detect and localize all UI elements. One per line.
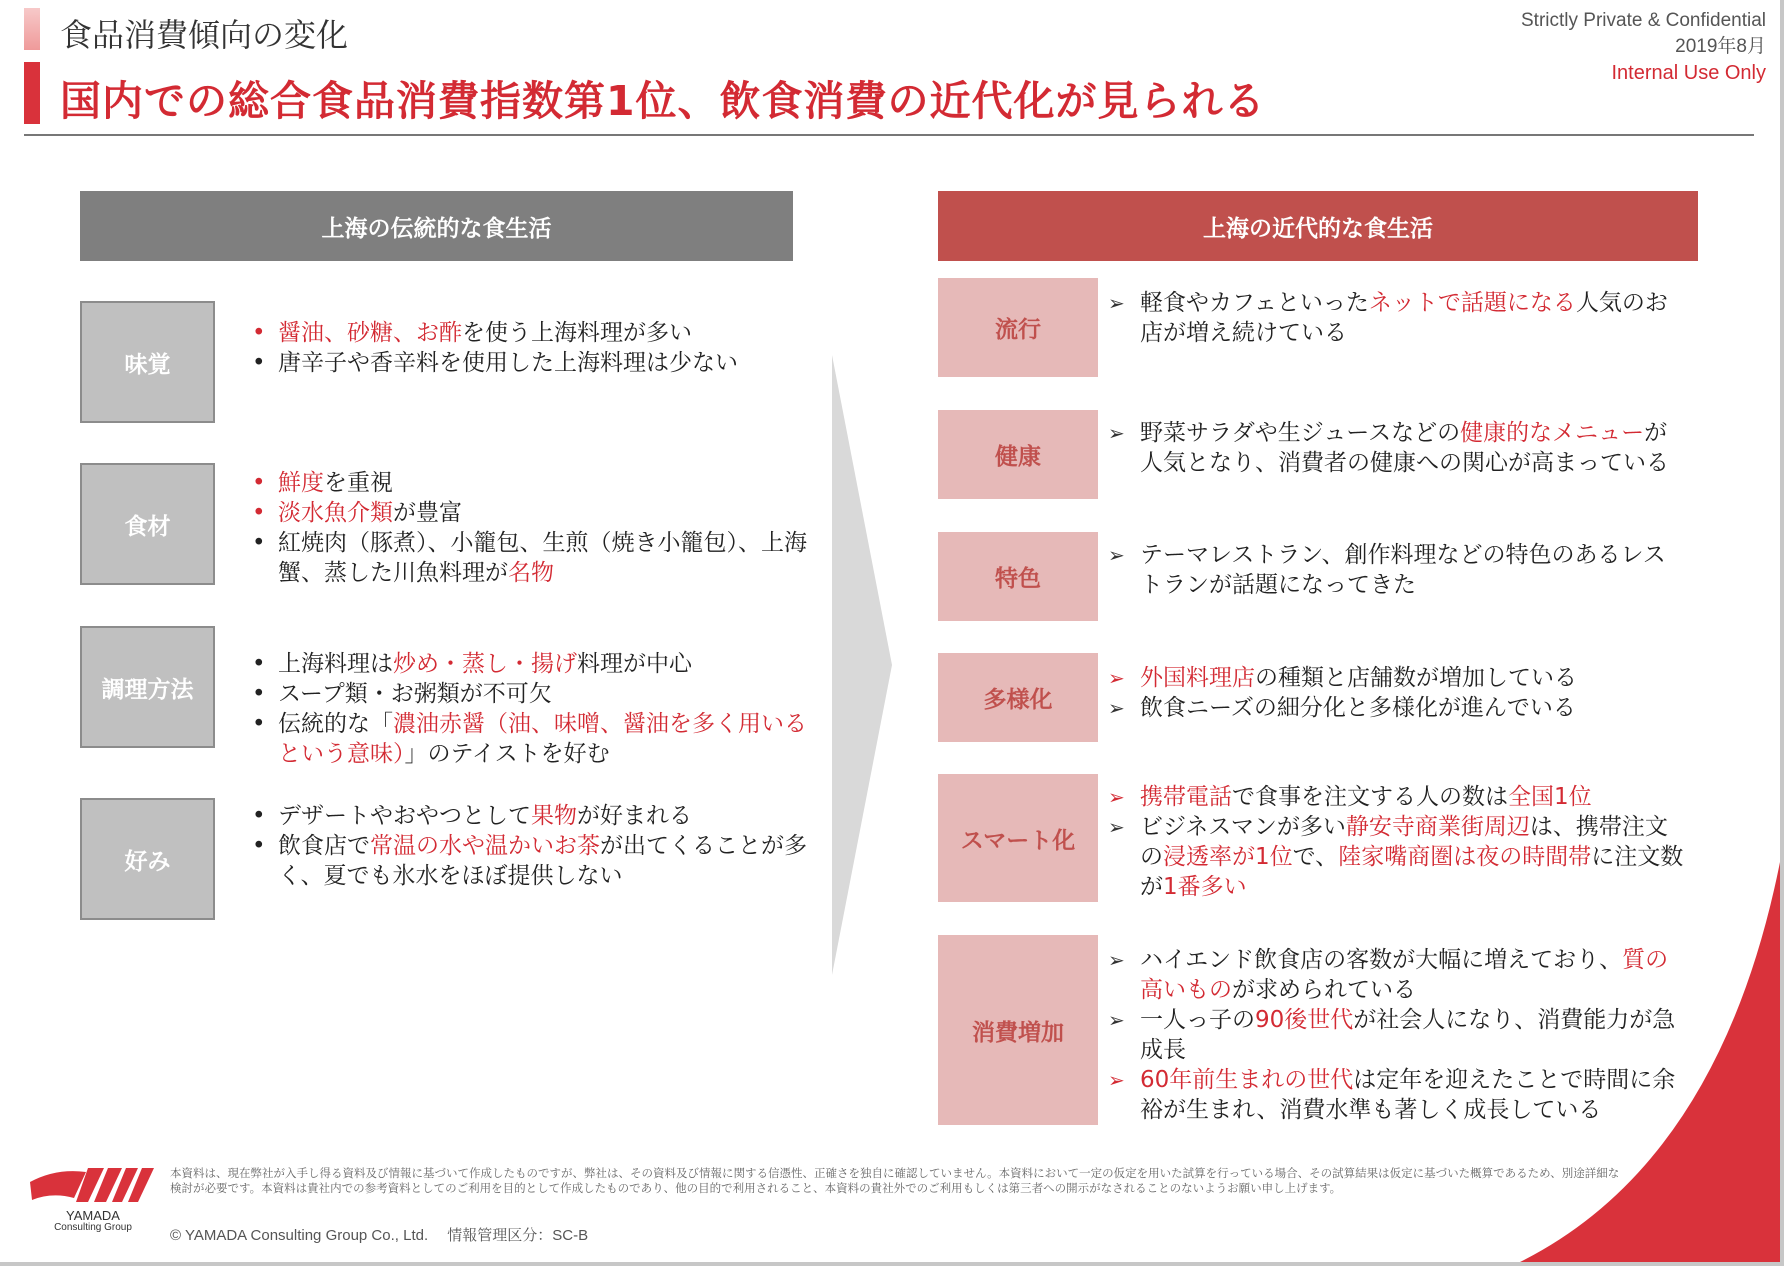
cooking-text: [250, 649, 810, 769]
date-label: 2019年8月: [1675, 36, 1766, 57]
list-item: ➢ テーマレストラン、創作料理などの特色のあるレストランが話題になってきた: [1108, 540, 1688, 600]
list-item: ➢ 携帯電話で食事を注文する人の数は全国1位: [1108, 782, 1688, 812]
list-item: • 醤油、砂糖、お酢を使う上海料理が多い: [250, 318, 810, 348]
category-box-preference: 好み: [80, 798, 215, 920]
list-item: • 飲食店で常温の水や温かいお茶が出てくることが多く、夏でも氷水をほぼ提供しない: [250, 831, 810, 891]
list-item: ➢ 60年前生まれの世代は定年を迎えたことで時間に余裕が生まれ、消費水準も著しく成長している: [1108, 1065, 1688, 1125]
list-item: • 淡水魚介類が豊富: [250, 498, 810, 528]
list-item: ➢ 飲食ニーズの細分化と多様化が進んでいる: [1108, 693, 1688, 723]
category-box-trend: 流行: [938, 278, 1098, 377]
copyright: © YAMADA Consulting Group Co., Ltd. 情報管理区分：SC-B: [170, 1227, 589, 1244]
taste-text: [250, 318, 810, 378]
logo-name: YAMADA: [66, 1208, 120, 1223]
corner-decoration: [1480, 862, 1780, 1262]
list-item: ➢ ハイエンド飲食店の客数が大幅に増えており、質の高いものが求められている: [1108, 945, 1688, 1005]
category-box-cooking: 調理方法: [80, 626, 215, 748]
list-item: • デザートやおやつとして果物が好まれる: [250, 801, 810, 831]
category-box-consumption: 消費増加: [938, 935, 1098, 1125]
confidential-block: [1521, 8, 1766, 86]
category-box-health: 健康: [938, 410, 1098, 499]
list-item: ➢ 一人っ子の90後世代が社会人になり、消費能力が急成長: [1108, 1005, 1688, 1065]
category-box-diversification: 多様化: [938, 653, 1098, 742]
traditional-header: 上海の伝統的な食生活: [80, 191, 793, 261]
list-item: • 紅焼肉（豚煮）、小籠包、生煎（焼き小籠包）、上海蟹、蒸した川魚料理が名物: [250, 528, 810, 588]
ingredients-text: [250, 468, 810, 588]
specialty-text: [1108, 540, 1688, 600]
transition-arrow-icon: [832, 355, 892, 975]
company-logo: [26, 1162, 160, 1240]
logo-subtitle: Consulting Group: [54, 1222, 132, 1233]
disclaimer: 本資料は、現在弊社が入手し得る資料及び情報に基づいて作成したものですが、弊社は、その資料及び情報に関する信憑性、正確さを独自に確認していません。本資料において一定の仮定を用いた試算を行っている場合、その試算結果は仮定に基づいた概算であるため、別途詳細な検討が必要です。本資料は貴社内での参考資料としてのご利用を目的として作成したものであり、他の目的で利用されること、本資料の貴社外でのご利用もしくは第三者への開示がなされることのないようお願い申し上げます。: [170, 1166, 1620, 1195]
list-item: • 伝統的な「濃油赤醤（油、味噌、醤油を多く用いるという意味）」のテイストを好む: [250, 709, 810, 769]
category-box-smart: スマート化: [938, 774, 1098, 902]
category-box-ingredients: 食材: [80, 463, 215, 585]
title-accent-bar-light: [24, 8, 40, 50]
trend-text: [1108, 288, 1688, 348]
page-title: 国内での総合食品消費指数第1位、飲食消費の近代化が見られる: [60, 77, 1266, 125]
list-item: ➢ 外国料理店の種類と店舗数が増加している: [1108, 663, 1688, 693]
list-item: • 鮮度を重視: [250, 468, 810, 498]
diversification-text: [1108, 663, 1688, 723]
list-item: ➢ 野菜サラダや生ジュースなどの健康的なメニューが人気となり、消費者の健康への関心が高まっている: [1108, 418, 1688, 478]
health-text: [1108, 418, 1688, 478]
title-accent-bar: [24, 62, 40, 124]
logo-mark-icon: [26, 1162, 160, 1208]
category-box-taste: 味覚: [80, 301, 215, 423]
internal-use-label: Internal Use Only: [1611, 62, 1766, 84]
modern-header: 上海の近代的な食生活: [938, 191, 1698, 261]
confidential-label: Strictly Private & Confidential: [1521, 10, 1766, 31]
header-divider: [24, 134, 1754, 136]
list-item: • 上海料理は炒め・蒸し・揚げ料理が中心: [250, 649, 810, 679]
list-item: • 唐辛子や香辛料を使用した上海料理は少ない: [250, 348, 810, 378]
section-title: 食品消費傾向の変化: [60, 16, 349, 54]
category-box-specialty: 特色: [938, 532, 1098, 621]
list-item: • スープ類・お粥類が不可欠: [250, 679, 810, 709]
list-item: ➢ 軽食やカフェといったネットで話題になる人気のお店が増え続けている: [1108, 288, 1688, 348]
preference-text: [250, 801, 810, 891]
list-item: ➢ ビジネスマンが多い静安寺商業街周辺は、携帯注文の浸透率が1位で、陸家嘴商圏は夜の時間帯に注文数が1番多い: [1108, 812, 1688, 902]
